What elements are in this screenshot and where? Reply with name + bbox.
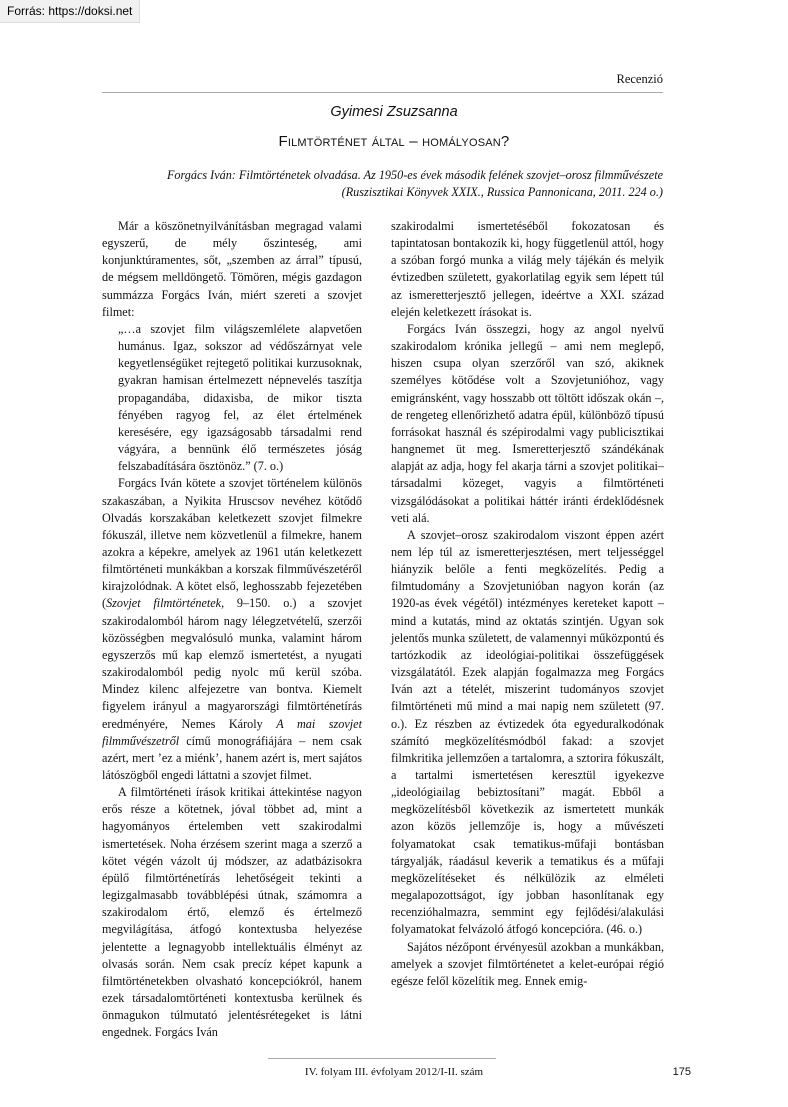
paragraph xyxy=(102,475,362,784)
paragraph: szakirodalmi ismertetéséből fokozatosan és tapintatosan bontakozik ki, hogy függetlenül attól, hogy a szóban forgó munka a világ mely tájékán és melyik évtizedben született, gyakorlatilag egyik sem lépett túl az ismeretterjesztő jellegen, ideértve a XXI. század elején keletkezett írásokat is. xyxy=(391,219,664,319)
left-column xyxy=(102,218,362,1042)
text-run: Forgács Iván kötete a szovjet történelem különös szakaszában, a Nyikita Hruscsov nevéhez kötődő Olvadás korszakában keletkezett szovjet filmekre fókuszál, illetve nem közvetlenül a filmekre, hanem azokra a képekre, amelyek az 1961 után keletkezett filmtörténeti munkákban a korszak filmművészetéről kirajzolódnak. A kötet első, leghosszabb fejezetében ( xyxy=(102,476,362,611)
footer-issue: IV. folyam III. évfolyam 2012/I-II. szám xyxy=(304,1066,484,1078)
text-run: 9–150. o.) a szovjet szakirodalomból három nagy lélegzetvételű, szerzői közösségben megvalósuló munka, valamint három egyszerzős mű kap elemző ismertetést, a nyugati szakirodalomból pedig nyolc mű kerül szóba. Mindez kilenc alfejezetre van bontva. Kiemelt figyelem irányul a magyarországi filmtörténetírás eredményére, Nemes Károly xyxy=(102,596,362,731)
article-title: Filmtörténet által – homályosan? xyxy=(278,133,510,150)
section-label: Recenzió xyxy=(616,72,663,86)
footer-rule xyxy=(268,1058,496,1059)
source-label: Forrás: https://doksi.net xyxy=(0,0,140,23)
paragraph: A szovjet–orosz szakirodalom viszont éppen azért nem lép túl az ismeretterjesztésen, mert teljességgel hiányzik belőle a fenti megközelítés. Pedig a filmtudomány a Szovjetunióban nagyon korán (az 1920-as évek végétől) intézményes kereteket kapott – mind a kutatás, mind az oktatás szintjén. Ugyan sok jelentős munka született, de valamennyi műközpontú és tartózkodik az ideológiai-politikai összefüggések vizsgálatától. Ezek alapján fogalmazza meg Forgács Iván azt a tételét, miszerint tudományos szovjet filmtörténeti mű mind a mai napig nem született (97. o.). Ez részben az évtizedek óta egyeduralkodónak számító megközelítésmódból fakad: a szovjet filmkritika jellemzően a tartalomra, a sztorira fókuszált, a tartalmi ismertetésen keresztül igyekezve „ideológiailag bebiztosítani” magát. Ebből a megközelítésből következik az ismertetett munkák azon közös jellemzője is, hogy a művészeti folyamatokat csak tematikus-műfaji bontásban tárgyalják, ráadásul keverik a tematikus és a műfaji megközelítéseket és nélkülözik az elméleti megalapozottságot, így jobban hasonlítanak egy recenzióhalmazra, semmint egy fejlődési/alakulási folyamatokat felvázoló átfogó koncepcióra. (46. o.) xyxy=(391,527,664,937)
text-run: című monográfiájára – nem csak azért, mert ’ez a miénk’, hanem azért is, mert sajátos látószögből engedi láttatni a szovjet filmet. xyxy=(102,733,362,782)
italic-title: A mai szovjet filmművészetről xyxy=(102,716,362,748)
book-reference-line1: Forgács Iván: Filmtörténetek olvadása. Az 1950-es évek második felének szovjet–orosz filmművészete xyxy=(166,168,663,182)
paragraph: A filmtörténeti írások kritikai áttekintése nagyon erős része a kötetnek, jóval többet ad, mint a hagyományos értelemben vett szakirodalmi ismertetések. Noha érzésem szerint maga a szerző a kötet végén vázolt új módszer, az adatbázisokra épülő filmtörténetírás lehetőségeit tekinti a legizgalmasabb továbblépési útnak, számomra a szakirodalom értő, elemző és értelmező megvilágítása, átfogó kontextusba helyezése jelentette a legnagyobb intellektuális élményt az olvasás során. Nem csak precíz képet kapunk a filmtörténetekben olvasható koncepciókról, hanem ezek társadalomtörténeti kontextusba kerülnek és önmagukon túlmutató jelentésrétegeket is látni engednek. Forgács Iván xyxy=(102,785,362,1040)
paragraph: Már a köszönetnyilvánításban megragad valami egyszerű, de mély őszinteség, ami konjunktúramentes, sőt, „szemben az árral” típusú, de mégsem melldöngető. Tömören, mégis gazdagon summázza Forgács Iván, miért szereti a szovjet filmet: xyxy=(102,219,362,319)
paragraph: Forgács Iván összegzi, hogy az angol nyelvű szakirodalom krónika jellegű – ami nem meglepő, hiszen csupa olyan szerzőről van szó, akiknek személyes kötődése volt a Szovjetunióhoz, vagy emigránsként, vagy hosszabb ott töltött időszak okán –, de rengeteg ellenőrizhető adatra épül, különböző típusú forrásokat használ és szépirodalmi vagy publicisztikai hangnemet üt meg. Ismeretterjesztő szándékának alapját az adja, hogy fel akarja tárni a szovjet politikai–társadalmi közeget, vagyis a filmtörténeti vizsgálódásokat a politikai háttér iránti érdeklődésnek veti alá. xyxy=(391,321,664,525)
right-column xyxy=(391,218,664,990)
italic-title: Szovjet filmtörténetek, xyxy=(106,596,225,611)
page-number: 175 xyxy=(672,1066,691,1078)
block-quote: „…a szovjet film világszemlélete alapvetően humánus. Igaz, sokszor ad védőszárnyat vele kegyetlenségüket rejtegető politikai kurzusoknak, gyakran hamisan értelmezett népnevelés taszítja propagandába, didaxisba, de mikor tiszta fényében ragyog fel, az élet értelmének keresésére, egy igazságosabb társadalmi rend vágyára, a bennünk élő természetes jóság felszabadítására ösztönöz.” (7. o.) xyxy=(118,321,362,474)
book-reference xyxy=(123,167,663,201)
author-name: Gyimesi Zsuzsanna xyxy=(330,104,458,120)
paragraph: Sajátos nézőpont érvényesül azokban a munkákban, amelyek a szovjet filmtörténetet a kelet-európai régió egésze felől közelítik meg. Ennek emig- xyxy=(391,939,664,988)
header-rule xyxy=(102,92,663,93)
book-reference-line2: (Ruszisztikai Könyvek XXIX., Russica Pannonicana, 2011. 224 o.) xyxy=(341,185,663,199)
